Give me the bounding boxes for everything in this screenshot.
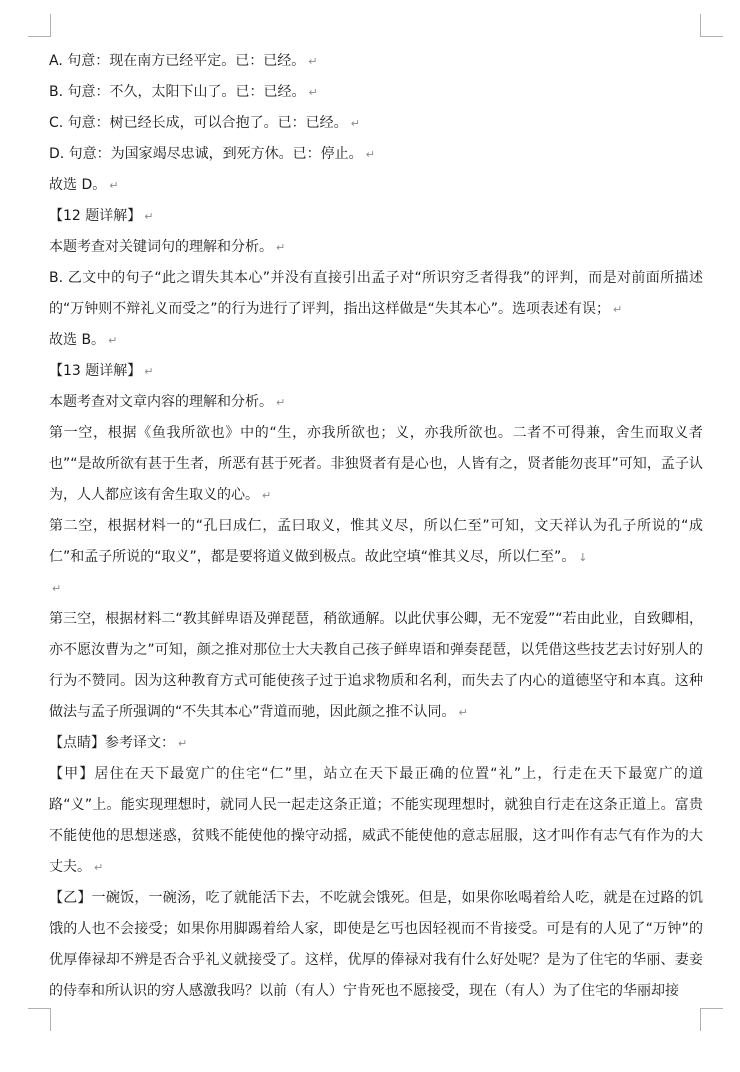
blank-1-paragraph: [49, 418, 703, 511]
page-corner-bottom-right: [700, 1008, 723, 1031]
page-corner-top-right: [700, 14, 723, 37]
option-a-line: [49, 46, 703, 77]
translation-jia-text: 【甲】居住在天下最宽广的住宅“仁”里，站立在天下最正确的位置“礼”上，行走在天下最宽广的道路“义”上。能实现理想时，就同人民一起走这条正道；不能实现理想时，就独自行走在这条正道上。富贵不能使他的思想迷惑，贫贱不能使他的操守动摇，威武不能使他的意志屈服，这才叫作有志气有作为的大丈夫。: [49, 766, 703, 875]
page-corner-bottom-left: [28, 1008, 51, 1031]
heading-13-text: 【13 题详解】: [49, 363, 142, 379]
answer-12-line: [49, 325, 703, 356]
explanation-12-text: B. 乙文中的句子“此之谓失其本心”并没有直接引出孟子对“所识穷乏者得我”的评判，而是对前面所描述的“万钟则不辩礼义而受之”的行为进行了评判，指出这样做是“失其本心”。选项表述有误；: [49, 270, 703, 317]
paragraph-mark-icon: ↵: [144, 365, 154, 378]
intro-12-line: [49, 232, 703, 263]
paragraph-mark-icon: ↵: [262, 489, 272, 502]
paragraph-mark-icon: ↵: [276, 241, 286, 254]
translation-heading: [49, 728, 703, 759]
paragraph-mark-icon: ↵: [350, 117, 360, 130]
explanation-12-paragraph: [49, 263, 703, 325]
option-d-text: D. 句意：为国家竭尽忠诚，到死方休。已：停止。: [49, 146, 363, 162]
option-b-line: [49, 77, 703, 108]
translation-jia-paragraph: [49, 759, 703, 883]
blank-2-text: 第二空，根据材料一的“孔曰成仁，孟曰取义，惟其义尽，所以仁至”可知，文天祥认为孔子所说的“成仁”和孟子所说的“取义”，都是要将道义做到极点。故此空填“惟其义尽，所以仁至”。: [49, 518, 703, 565]
translation-heading-text: 【点睛】参考译文：: [49, 735, 175, 751]
heading-12: [49, 201, 703, 232]
paragraph-mark-icon: ↵: [276, 396, 286, 409]
intro-12-text: 本题考查对关键词句的理解和分析。: [49, 239, 273, 255]
answer-11-text: 故选 D。: [49, 177, 107, 193]
translation-yi-text: 【乙】一碗饭，一碗汤，吃了就能活下去，不吃就会饿死。但是，如果你吆喝着给人吃，就是在过路的饥饿的人也不会接受；如果你用脚踢着给人家，即使是乞丐也因轻视而不肯接受。可是有的人见了“万钟”的优厚俸禄却不辨是否合乎礼义就接受了。这样，优厚的俸禄对我有什么好处呢？是为了住宅的华丽、妻妾的侍奉和所认识的穷人感激我吗？以前（有人）宁肯死也不愿接受，现在（有人）为了住宅的华丽却接: [49, 890, 703, 999]
blank-1-text: 第一空，根据《鱼我所欲也》中的“生，亦我所欲也；义，亦我所欲也。二者不可得兼，舍生而取义者也”“是故所欲有甚于生者，所恶有甚于死者。非独贤者有是心也，人皆有之，贤者能勿丧耳”可知，孟子认为，人人都应该有舍生取义的心。: [49, 425, 703, 503]
option-c-text: C. 句意：树已经长成，可以合抱了。已：已经。: [49, 115, 348, 131]
paragraph-mark-icon: ↵: [365, 148, 375, 161]
page-corner-top-left: [28, 14, 51, 37]
paragraph-mark-icon: ↵: [613, 303, 623, 316]
option-a-text: A. 句意：现在南方已经平定。已：已经。: [49, 53, 306, 69]
intro-13-line: [49, 387, 703, 418]
line-break-mark-icon: ↓: [578, 551, 588, 564]
option-b-text: B. 句意：不久，太阳下山了。已：已经。: [49, 84, 306, 100]
paragraph-mark-icon: ↵: [108, 334, 118, 347]
option-c-line: [49, 108, 703, 139]
paragraph-mark-icon: ↵: [109, 179, 119, 192]
heading-12-text: 【12 题详解】: [49, 208, 142, 224]
blank-3-text: 第三空，根据材料二“教其鲜卑语及弹琵琶，稍欲通解。以此伏事公卿，无不宠爱”“若由此业，自致卿相，亦不愿汝曹为之”可知，颜之推对那位士大夫教自己孩子鲜卑语和弹奏琵琶，以凭借这些技艺去讨好别人的行为不赞同。因为这种教育方式可能使孩子过于追求物质和名利，而失去了内心的道德坚守和本真。这种做法与孟子所强调的“不失其本心”背道而驰，因此颜之推不认同。: [49, 611, 703, 720]
blank-3-paragraph: [49, 604, 703, 728]
paragraph-mark-icon: ↵: [308, 86, 318, 99]
paragraph-mark-icon: ↵: [178, 737, 188, 750]
answer-11-line: [49, 170, 703, 201]
document-body: [49, 46, 703, 1007]
blank-2-paragraph: [49, 511, 703, 573]
paragraph-mark-icon: ↵: [52, 582, 62, 595]
paragraph-mark-icon: ↵: [458, 706, 468, 719]
answer-12-text: 故选 B。: [49, 332, 106, 348]
translation-yi-paragraph: [49, 883, 703, 1007]
paragraph-mark-icon: ↵: [94, 861, 104, 874]
empty-line: [49, 573, 703, 604]
paragraph-mark-icon: ↵: [308, 55, 318, 68]
option-d-line: [49, 139, 703, 170]
intro-13-text: 本题考查对文章内容的理解和分析。: [49, 394, 273, 410]
paragraph-mark-icon: ↵: [144, 210, 154, 223]
heading-13: [49, 356, 703, 387]
